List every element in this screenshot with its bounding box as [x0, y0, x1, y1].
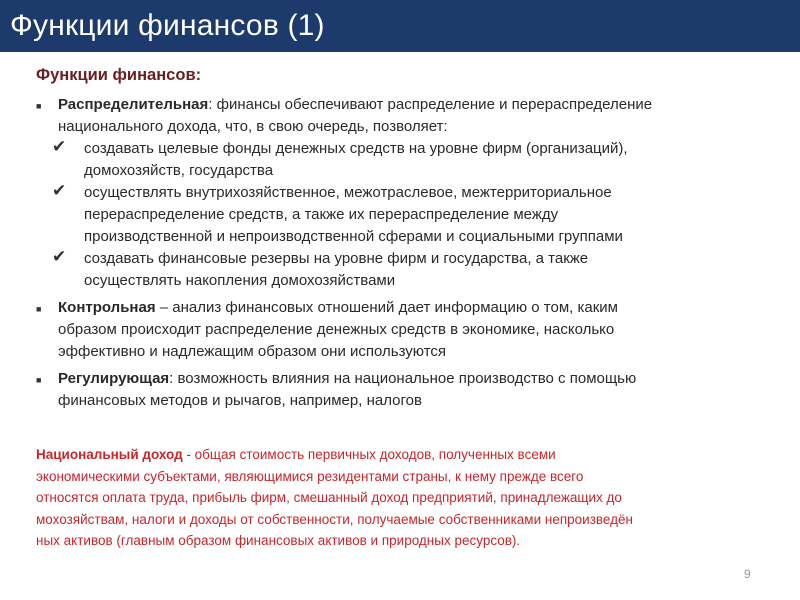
- subitem-2-line3: производственной и непроизводственной сферами и социальными группами: [84, 228, 623, 245]
- subitem-2-line1: осуществлять внутрихозяйственное, межотраслевое, межтерриториальное: [84, 184, 612, 201]
- bullet-control-line3: эффективно и надлежащим образом они используются: [58, 343, 447, 360]
- subitem-1-line1: создавать целевые фонды денежных средств на уровне фирм (организаций),: [84, 140, 628, 157]
- control-term: Контрольная: [58, 299, 156, 316]
- definition-line4: мохозяйствам, налоги и доходы от собственности, получаемые собственниками непроизведён: [36, 511, 633, 527]
- subitem-3-line2: осуществлять накопления домохозяйствами: [84, 272, 396, 289]
- subitem-2-line2: перераспределение средств, а также их перераспределение между: [84, 206, 559, 223]
- title-bar: [0, 0, 800, 52]
- subitem-1-line2: домохозяйств, государства: [84, 162, 274, 179]
- slide-title: Функции финансов (1): [10, 9, 325, 42]
- bullet-marker: ■: [36, 304, 42, 314]
- section-heading: Функции финансов:: [36, 66, 202, 84]
- national-income-definition: [36, 444, 776, 552]
- checkmark-icon: ✔: [52, 247, 67, 266]
- bullet-regulating-line2: финансовых методов и рычагов, например, налогов: [58, 392, 422, 409]
- bullet-control-line2: образом происходит распределение денежных средств в экономике, насколько: [58, 321, 615, 338]
- bullet-control-line1: [58, 297, 618, 319]
- control-text: – анализ финансовых отношений дает информацию о том, каким: [155, 299, 618, 316]
- subitem-3-line1: создавать финансовые резервы на уровне фирм и государства, а также: [84, 250, 589, 267]
- bullet-marker: ■: [36, 101, 42, 111]
- regulating-term: Регулирующая: [58, 370, 170, 387]
- definition-line1: [36, 444, 776, 466]
- distribution-text: : финансы обеспечивают распределение и перераспределение: [208, 96, 653, 113]
- checkmark-icon: ✔: [52, 181, 67, 200]
- regulating-text: : возможность влияния на национальное производство с помощью: [169, 370, 637, 387]
- bullet-marker: ■: [36, 375, 42, 385]
- definition-line3: относятся оплата труда, прибыль фирм, смешанный доход предприятий, принадлежащих до: [36, 490, 622, 505]
- page-number: 9: [744, 567, 751, 581]
- definition-line5: ных активов (главным образом финансовых активов и природных ресурсов).: [36, 533, 521, 548]
- bullet-distribution-line1: [58, 94, 652, 116]
- distribution-term: Распределительная: [58, 96, 209, 113]
- definition-term: Национальный доход: [36, 447, 183, 462]
- checkmark-icon: ✔: [52, 137, 67, 156]
- definition-text: - общая стоимость первичных доходов, полученных всеми: [182, 447, 556, 462]
- bullet-distribution-line2: национального дохода, что, в свою очередь, позволяет:: [58, 118, 448, 135]
- bullet-regulating-line1: [58, 368, 636, 390]
- definition-line2: экономическими субъектами, являющимися резидентами страны, к нему прежде всего: [36, 468, 584, 484]
